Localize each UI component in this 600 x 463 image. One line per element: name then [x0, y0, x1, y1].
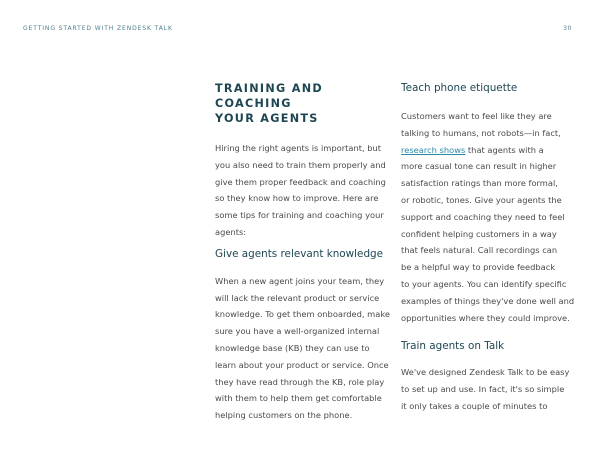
subheading-train-talk: Train agents on Talk — [401, 340, 505, 353]
text-line: opportunities where they could improve. — [401, 312, 570, 323]
text-line: knowledge base (KB) they can use to — [215, 342, 370, 353]
text-line: some tips for training and coaching your — [215, 210, 384, 221]
text-line: support and coaching they need to feel — [401, 211, 565, 222]
subheading-etiquette: Teach phone etiquette — [401, 82, 518, 94]
left-column — [215, 81, 395, 424]
etiquette-paragraph — [401, 108, 581, 326]
intro-paragraph — [215, 140, 395, 241]
text-line: examples of things they've done well and — [401, 295, 575, 306]
subheading-knowledge: Give agents relevant knowledge — [215, 247, 384, 260]
text-line: agents: — [215, 226, 247, 237]
section-title — [215, 81, 395, 126]
text-line: it only takes a couple of minutes to — [401, 400, 548, 411]
text-line: with them to help them get comfortable — [215, 393, 382, 404]
text-line: We've designed Zendesk Talk to be easy — [401, 367, 570, 378]
section-title-line: TRAINING AND COACHING — [215, 82, 323, 110]
text-line: to your agents. You can identify specific — [401, 278, 567, 289]
text-line: knowledge. To get them onboarded, make — [215, 309, 390, 320]
section-title-line: YOUR AGENTS — [215, 112, 319, 125]
text-line: you also need to train them properly and — [215, 159, 386, 170]
text-fragment: that agents with a — [465, 144, 544, 155]
text-line: helping customers on the phone. — [215, 410, 353, 421]
text-line: Customers want to feel like they are — [401, 111, 552, 121]
page-number: 30 — [563, 25, 572, 32]
research-shows-link[interactable]: research shows — [401, 144, 466, 155]
text-line — [401, 142, 581, 159]
text-line: so they know how to improve. Here are — [215, 193, 379, 204]
text-line: Hiring the right agents is important, but — [215, 143, 382, 153]
text-line: be a helpful way to provide feedback — [401, 262, 556, 273]
text-line: learn about your product or service. Once — [215, 359, 389, 370]
running-header: GETTING STARTED WITH ZENDESK TALK — [23, 25, 173, 32]
text-line: talking to humans, not robots—in fact, — [401, 127, 561, 138]
talk-paragraph — [401, 364, 581, 414]
text-line: give them proper feedback and coaching — [215, 176, 386, 187]
text-line: confident helping customers in a way — [401, 228, 557, 239]
text-line: When a new agent joins your team, they — [215, 275, 385, 286]
text-line: will lack the relevant product or service — [215, 292, 380, 303]
text-line: sure you have a well-organized internal — [215, 326, 380, 337]
text-line: or robotic, tones. Give your agents the — [401, 194, 562, 205]
text-line: more casual tone can result in higher — [401, 161, 557, 172]
text-line: that feels natural. Call recordings can — [401, 245, 558, 256]
text-line: satisfaction ratings than more formal, — [401, 178, 558, 189]
knowledge-paragraph — [215, 273, 395, 424]
text-line: they have read through the KB, role play — [215, 376, 385, 387]
right-column — [401, 81, 581, 415]
text-line: to set up and use. In fact, it's so simple — [401, 384, 565, 395]
